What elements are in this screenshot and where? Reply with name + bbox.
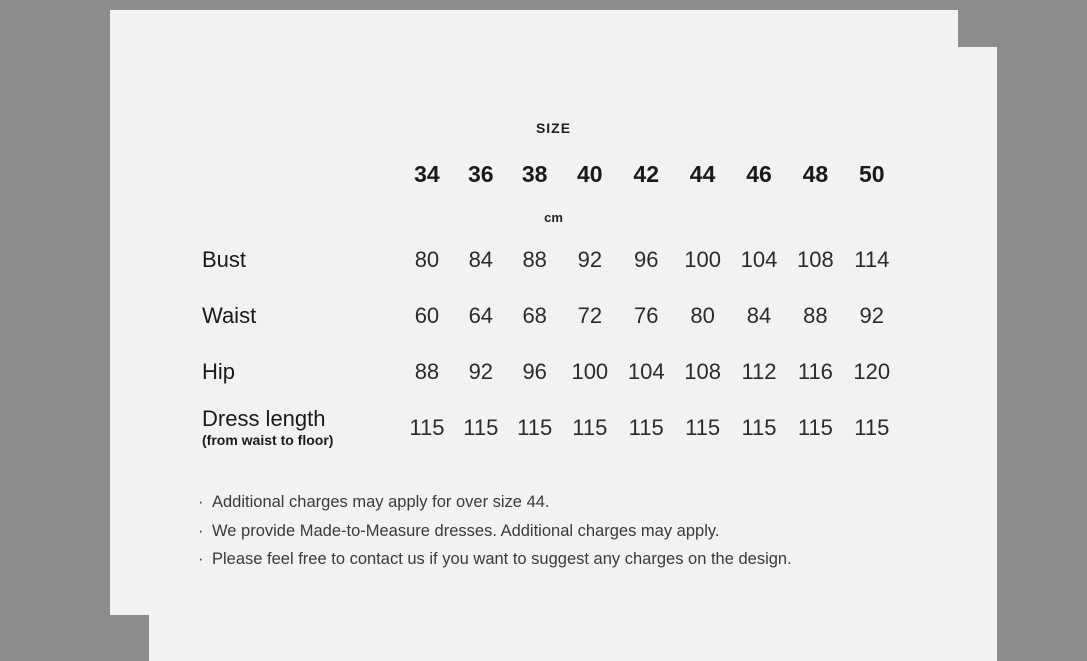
row-label-main: Bust <box>202 246 247 272</box>
cell-dress-length-40: 115 <box>572 415 608 440</box>
note-bullet-icon: · <box>198 550 204 568</box>
row-label-bust <box>200 232 400 288</box>
note-text: Additional charges may apply for over size 44. <box>212 493 550 511</box>
notes-list <box>198 488 958 574</box>
cell-dress-length-34: 115 <box>409 415 445 440</box>
table-header <box>200 150 900 232</box>
note-text: We provide Made-to-Measure dresses. Additional charges may apply. <box>212 521 720 540</box>
cell-bust-34: 80 <box>414 247 440 272</box>
size-header-50: 50 <box>858 160 885 187</box>
row-label-dress-length <box>200 400 400 456</box>
cell-bust-38: 88 <box>522 247 547 272</box>
table-row <box>200 232 900 288</box>
cell-bust-46: 104 <box>740 247 778 272</box>
size-header-36: 36 <box>468 160 494 187</box>
size-chart-sheet <box>110 10 997 661</box>
unit-caption: cm <box>544 210 563 225</box>
cell-hip-34: 88 <box>414 359 440 384</box>
cell-hip-40: 100 <box>571 359 609 384</box>
note-bullet-icon: · <box>198 493 204 511</box>
cell-hip-38: 96 <box>522 359 547 384</box>
row-label-main: Waist <box>202 302 257 328</box>
row-label-sub: (from waist to floor) <box>202 432 334 448</box>
row-label-main: Dress length <box>202 405 326 431</box>
unit-spacer-cell <box>200 198 400 232</box>
row-label-hip <box>200 344 400 400</box>
cell-hip-48: 116 <box>797 359 833 384</box>
cell-dress-length-36: 115 <box>463 415 499 440</box>
size-caption: SIZE <box>535 120 572 136</box>
cell-waist-40: 72 <box>577 303 603 328</box>
table-row <box>200 400 900 456</box>
cell-bust-48: 108 <box>797 247 834 272</box>
cell-waist-36: 64 <box>468 303 494 328</box>
note-item <box>198 517 958 546</box>
table-header-row <box>200 150 900 198</box>
size-header-34: 34 <box>414 160 440 187</box>
cell-waist-34: 60 <box>414 303 440 328</box>
cell-dress-length-50: 115 <box>854 415 890 440</box>
cell-hip-44: 108 <box>684 359 721 384</box>
cell-dress-length-42: 115 <box>628 415 664 440</box>
table-row <box>200 288 900 344</box>
cell-bust-42: 96 <box>633 247 659 272</box>
cell-waist-42: 76 <box>633 303 659 328</box>
row-label-header <box>200 150 400 198</box>
cell-dress-length-46: 115 <box>741 415 777 440</box>
unit-spacer-cell-wide <box>400 198 900 232</box>
cell-waist-50: 92 <box>859 303 885 328</box>
cell-dress-length-48: 115 <box>797 415 833 440</box>
note-item <box>198 545 958 574</box>
cell-bust-40: 92 <box>577 247 603 272</box>
size-header-42: 42 <box>633 160 659 187</box>
cell-hip-50: 120 <box>853 359 891 384</box>
size-header-46: 46 <box>746 160 772 187</box>
row-label-waist <box>200 288 400 344</box>
note-item <box>198 488 958 517</box>
cell-bust-44: 100 <box>684 247 721 272</box>
cell-waist-48: 88 <box>803 303 828 328</box>
cell-waist-38: 68 <box>522 303 547 328</box>
cell-hip-36: 92 <box>468 359 494 384</box>
cell-dress-length-38: 115 <box>517 415 553 440</box>
note-text: Please feel free to contact us if you want to suggest any charges on the design. <box>212 550 792 568</box>
cell-waist-44: 80 <box>690 303 715 328</box>
size-header-48: 48 <box>802 160 829 187</box>
table-row <box>200 344 900 400</box>
cell-hip-42: 104 <box>627 359 665 384</box>
cell-bust-50: 114 <box>854 247 890 272</box>
cell-dress-length-44: 115 <box>685 415 721 440</box>
measurements-table <box>200 150 900 456</box>
size-header-44: 44 <box>689 160 716 187</box>
cell-bust-36: 84 <box>468 247 494 272</box>
cell-waist-46: 84 <box>746 303 772 328</box>
size-header-40: 40 <box>577 160 603 187</box>
size-header-38: 38 <box>521 160 548 187</box>
row-label-main: Hip <box>202 358 236 384</box>
unit-spacer-row <box>200 198 900 232</box>
table-body <box>200 232 900 456</box>
cell-hip-46: 112 <box>741 359 777 384</box>
note-bullet-icon: · <box>198 521 204 540</box>
